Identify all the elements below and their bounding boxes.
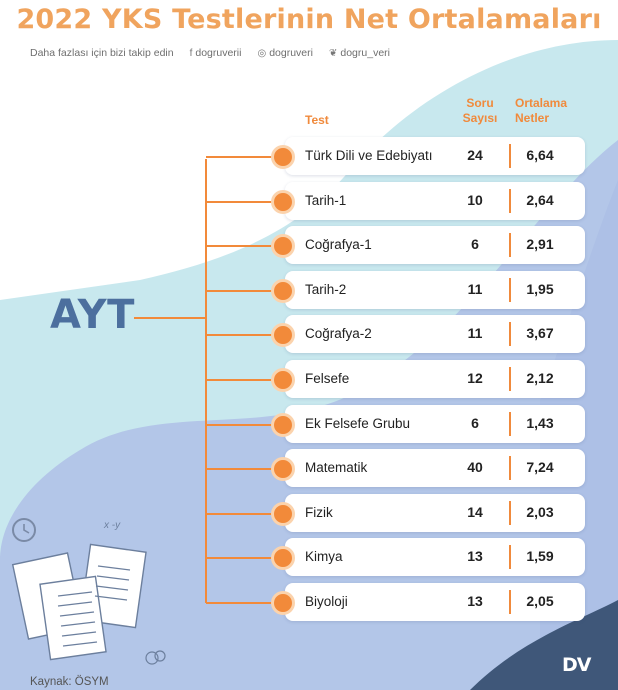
ortalama-net-value: 2,64 — [526, 192, 554, 208]
test-name: Tarih-2 — [305, 282, 347, 297]
tree-node-dot — [271, 413, 295, 437]
follow-text: Daha fazlası için bizi takip edin — [30, 47, 174, 59]
table-row — [285, 182, 585, 220]
test-name: Coğrafya-2 — [305, 326, 372, 341]
facebook-link[interactable] — [190, 47, 242, 59]
soru-sayisi-value: 10 — [467, 192, 483, 208]
test-name: Kimya — [305, 549, 343, 564]
tree-node-dot — [271, 591, 295, 615]
tree-node-dot — [271, 145, 295, 169]
dogruveri-logo: DV — [562, 654, 591, 676]
soru-sayisi-value: 13 — [467, 593, 483, 609]
tree-node-dot — [271, 368, 295, 392]
soru-sayisi-value: 11 — [467, 325, 483, 341]
test-name: Matematik — [305, 460, 368, 475]
tree-node-dot — [271, 190, 295, 214]
header-soru-line2: Sayısı — [462, 111, 498, 125]
column-separator — [509, 278, 511, 302]
twitter-icon: ❦ — [328, 47, 338, 59]
header-test: Test — [305, 113, 329, 127]
tree-node-dot — [271, 279, 295, 303]
ortalama-net-value: 2,05 — [526, 593, 554, 609]
soru-sayisi-value: 14 — [467, 504, 483, 520]
ortalama-net-value: 2,12 — [526, 370, 554, 386]
header-soru-sayisi — [455, 96, 505, 126]
test-name: Türk Dili ve Edebiyatı — [305, 148, 433, 163]
soru-sayisi-value: 12 — [467, 370, 483, 386]
deco-math-text: x -y — [104, 520, 121, 531]
ortalama-net-value: 2,91 — [526, 236, 554, 252]
column-separator — [509, 367, 511, 391]
column-separator — [509, 545, 511, 569]
header-ort-line2: Netler — [515, 111, 550, 125]
ortalama-net-value: 7,24 — [526, 459, 554, 475]
document-stack-icon — [0, 500, 200, 690]
column-separator — [509, 189, 511, 213]
table-row — [285, 271, 585, 309]
ortalama-net-value: 6,64 — [526, 147, 554, 163]
ortalama-net-value: 1,95 — [526, 281, 554, 297]
column-separator — [509, 233, 511, 257]
table-row — [285, 583, 585, 621]
ortalama-net-value: 2,03 — [526, 504, 554, 520]
facebook-icon: f — [189, 47, 193, 59]
table-row — [285, 226, 585, 264]
table-row — [285, 137, 585, 175]
header-ort-line1: Ortalama — [515, 96, 568, 110]
column-separator — [509, 501, 511, 525]
soru-sayisi-value: 13 — [467, 548, 483, 564]
test-name: Tarih-1 — [305, 193, 347, 208]
ortalama-net-value: 3,67 — [526, 325, 554, 341]
test-name: Coğrafya-1 — [305, 237, 372, 252]
soru-sayisi-value: 40 — [467, 459, 483, 475]
soru-sayisi-value: 11 — [467, 281, 483, 297]
soru-sayisi-value: 24 — [467, 147, 483, 163]
source-note: Kaynak: ÖSYM — [30, 676, 109, 688]
test-name: Biyoloji — [305, 594, 348, 609]
twitter-link[interactable] — [329, 47, 390, 59]
tree-node-dot — [271, 234, 295, 258]
tree-node-dot — [271, 502, 295, 526]
twitter-handle: dogru_veri — [340, 47, 390, 59]
header-ortalama-netler — [515, 96, 579, 126]
group-label-ayt: AYT — [50, 292, 135, 338]
table-row — [285, 315, 585, 353]
table-row — [285, 360, 585, 398]
instagram-handle: dogruveri — [269, 47, 313, 59]
tree-node-dot — [271, 457, 295, 481]
column-separator — [509, 144, 511, 168]
social-bar — [30, 47, 390, 59]
table-row — [285, 538, 585, 576]
test-name: Fizik — [305, 505, 333, 520]
soru-sayisi-value: 6 — [471, 415, 479, 431]
instagram-icon: ◎ — [257, 47, 267, 59]
soru-sayisi-value: 6 — [471, 236, 479, 252]
ortalama-net-value: 1,59 — [526, 548, 554, 564]
column-separator — [509, 456, 511, 480]
tree-node-dot — [271, 546, 295, 570]
column-separator — [509, 412, 511, 436]
test-name: Felsefe — [305, 371, 350, 386]
tree-node-dot — [271, 323, 295, 347]
test-name: Ek Felsefe Grubu — [305, 416, 411, 431]
table-row — [285, 405, 585, 443]
column-separator — [509, 322, 511, 346]
instagram-link[interactable] — [257, 47, 313, 59]
column-separator — [509, 590, 511, 614]
header-soru-line1: Soru — [466, 96, 494, 110]
table-row — [285, 494, 585, 532]
page-title: 2022 YKS Testlerinin Net Ortalamaları — [16, 4, 602, 35]
ortalama-net-value: 1,43 — [526, 415, 554, 431]
table-row — [285, 449, 585, 487]
facebook-handle: dogruverii — [195, 47, 242, 59]
